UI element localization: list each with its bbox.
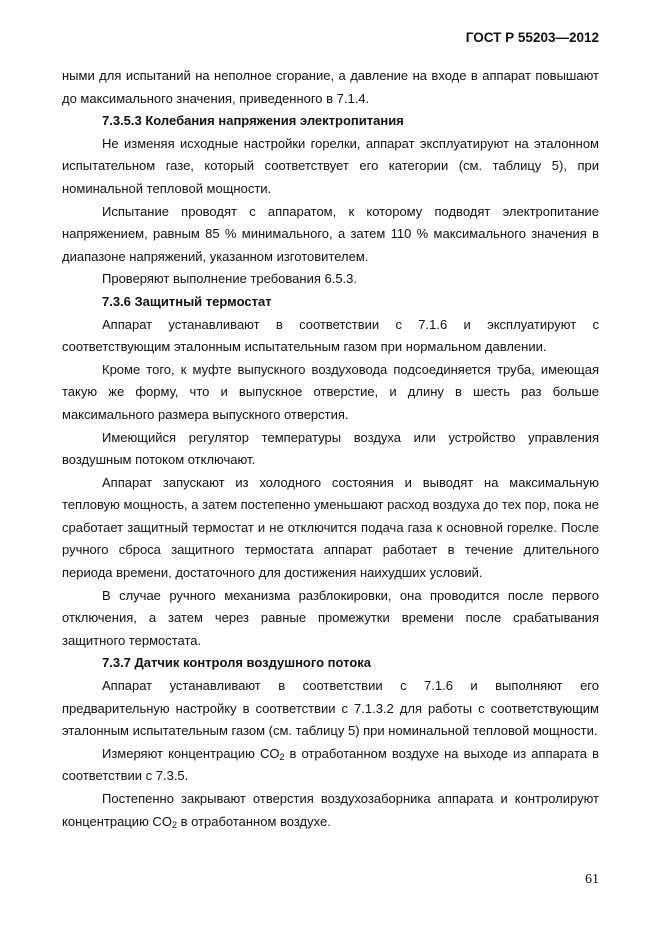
paragraph [62,743,599,788]
paragraph: Кроме того, к муфте выпускного воздуховода подсоединяется труба, имеющая такую же форму, что и выпускное отверстие, и длину в шесть раз больше максимального размера выпускного отверстия. [62,361,599,422]
paragraph: Аппарат устанавливают в соответствии с 7.1.6 и выполняют его предварительную настройку в соответствии с 7.1.3.2 для работы с соответствующим эталонным испытательным газом (см. таблицу 5) при номинальной тепловой мощности. [62,678,599,739]
paragraph: Аппарат устанавливают в соответствии с 7.1.6 и эксплуатируют с соответствующим эталонным испытательным газом при нормальном давлении. [62,316,599,355]
section-heading-7-3-5-3: 7.3.5.3 Колебания напряжения электропитания [102,113,404,129]
document-id-header: ГОСТ Р 55203—2012 [465,30,599,45]
paragraph: Испытание проводят с аппаратом, к которому подводят электропитание напряжением, равным 85 % минимального, а затем 110 % максимального значения в диапазоне напряжений, указанном изготовителем. [62,203,599,264]
document-body [62,65,599,833]
paragraph: В случае ручного механизма разблокировки, она проводится после первого отключения, а затем через равные промежутки времени после срабатывания защитного термостата. [62,587,599,648]
paragraph-text: Постепенно закрывают отверстия воздухозаборника аппарата и контролируют концентрацию CO [62,791,599,829]
section-heading-7-3-6: 7.3.6 Защитный термостат [102,293,272,309]
page-number: 61 [585,872,599,887]
paragraph: ными для испытаний на неполное сгорание, а давление на входе в аппарат повышают до максимального значения, приведенного в 7.1.4. [62,68,599,106]
subscript: 2 [171,819,177,830]
subscript: 2 [279,751,285,762]
paragraph: Не изменяя исходные настройки горелки, аппарат эксплуатируют на эталонном испытательном газе, который соответствует его категории (см. таблицу 5), при номинальной тепловой мощности. [62,135,599,196]
paragraph-text: в отработанном воздухе на выходе из аппарата в соответствии с 7.3.5. [62,745,599,784]
paragraph [62,788,599,833]
paragraph-text: в отработанном воздухе. [176,813,331,829]
section-heading-7-3-7: 7.3.7 Датчик контроля воздушного потока [102,655,372,671]
paragraph: Имеющийся регулятор температуры воздуха или устройство управления воздушным потоком отключают. [62,429,599,468]
paragraph: Проверяют выполнение требования 6.5.3. [102,271,358,287]
paragraph-text: Измеряют концентрацию CO [102,745,280,761]
paragraph: Аппарат запускают из холодного состояния и выводят на максимальную тепловую мощность, а затем постепенно уменьшают расход воздуха до тех пор, пока не сработает защитный термостат и не отключится подача газа к основной горелке. После ручного сброса защитного термостата аппарат работает в течение длительного периода времени, достаточного для достижения наихудших условий. [62,474,599,581]
